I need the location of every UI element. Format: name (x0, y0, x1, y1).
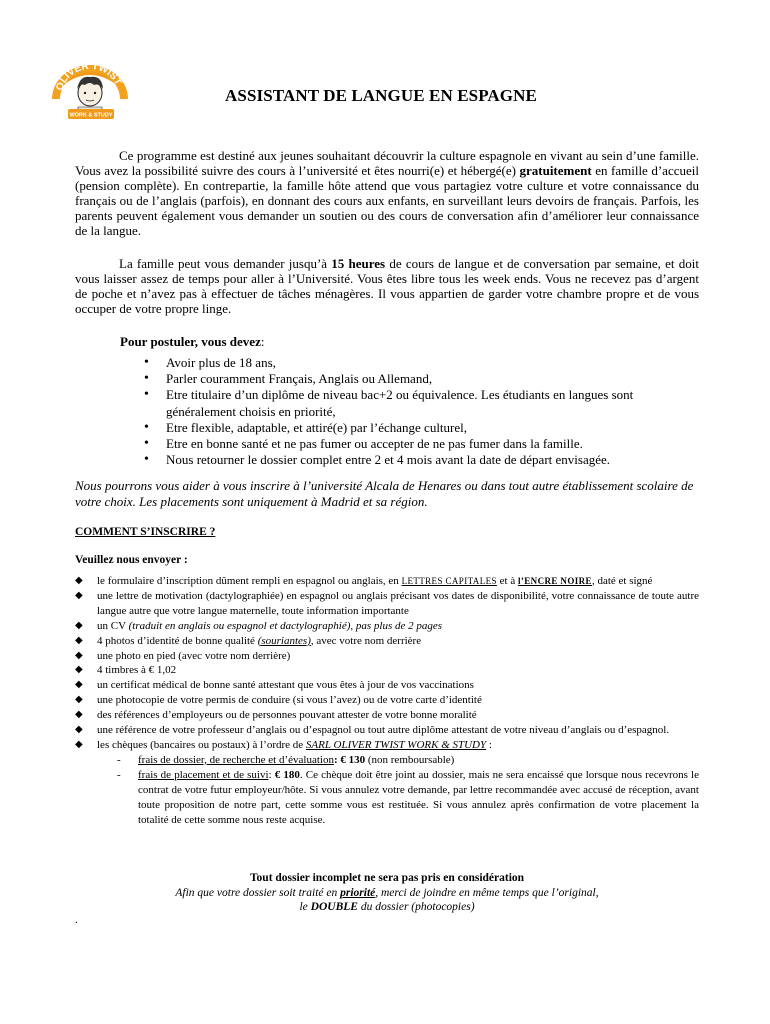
list-item: ◆ 4 photos d’identité de bonne qualité (souriantes), avec votre nom derrière (75, 634, 699, 649)
list-item: ◆ 4 timbres à € 1,02 (75, 663, 699, 678)
logo-banner-text: WORK & STUDY (69, 112, 113, 119)
list-item: ◆ une référence de votre professeur d’anglais ou d’espagnol ou tout autre diplôme attestant de votre niveau d’anglais ou d’espagnol. (75, 723, 699, 738)
intro-paragraph-2: La famille peut vous demander jusqu’à 15 heures de cours de langue et de conversation par semaine, et doit vous laisser assez de temps pour aller à l’Université. Vous êtes libre tous les week ends. Vous ne recevez pas d’argent de poche et n’avez pas à effectuer de tâches ménagères. Il vous appartien de garder votre chambre propre et de vous occuper de votre propre linge. (75, 256, 699, 316)
fee-item: - frais de placement et de suivi: € 180. Ce chèque doit être joint au dossier, mais ne sera encaissé que lorsque nous recevrons le contrat de votre futur employeur/hôte. Si vous annulez votre demande, par lettre recommandée avec accusé de réception, avant toute proposition de notre part, cette somme vous est restituée. Si vous annulez après confirmation de votre placement la totalité de cette somme nous reste acquise. (97, 768, 699, 828)
logo-arc-text: OLIVER TWIST (54, 60, 124, 92)
list-item: ◆ un CV (traduit en anglais ou espagnol et dactylographié), pas plus de 2 pages (75, 619, 699, 634)
double-note: le DOUBLE du dossier (photocopies) (299, 901, 475, 913)
list-item: ◆ le formulaire d’inscription dûment rempli en espagnol ou anglais, en LETTRES CAPITALES et à l’ENCRE NOIRE, daté et signé (75, 574, 699, 589)
gratuitement-emphasis: gratuitement (519, 163, 592, 178)
list-item: • Parler couramment Français, Anglais ou Allemand, (144, 371, 704, 387)
intro-paragraph-1: Ce programme est destiné aux jeunes souhaitant découvrir la culture espagnole en vivant au sein d’une famille. Vous avez la possibilité suivre des cours à l’université et êtes nourri(e) et hébergé(e) gratuitement en famille d’accueil (pension complète). En contrepartie, la famille hôte attend que vous partagiez votre culture et votre connaissance du français ou de l’anglais (parfois), en donnant des cours aux enfants, en surveillant leurs devoirs de français. Parfois, les parents peuvent également vous demander un soutien ou des cours de conversation afin d’améliorer leur connaissance de la langue. (75, 148, 699, 238)
list-item: • Etre en bonne santé et ne pas fumer ou accepter de ne pas fumer dans la famille. (144, 436, 704, 452)
send-us-heading: Veuillez nous envoyer : (75, 554, 188, 566)
university-note: Nous pourrons vous aider à vous inscrire à l’université Alcala de Henares ou dans tout autre établissement scolaire de votre choix. Les placements sont uniquement à Madrid et sa région. (75, 478, 694, 509)
hours-emphasis: 15 heures (331, 256, 386, 271)
fee-item: - frais de dossier, de recherche et d’évaluation: € 130 (non remboursable) (97, 753, 699, 768)
apply-heading: Pour postuler, vous devez: (120, 334, 265, 349)
list-item: ◆ une photocopie de votre permis de conduire (si vous l’avez) ou de votre carte d’identité (75, 693, 699, 708)
list-item: ◆ les chèques (bancaires ou postaux) à l’ordre de SARL OLIVER TWIST WORK & STUDY : - frais de dossier, de recherche et d’évaluation: € 130 (non remboursable) - frais de placement et de suivi: € 180. Ce chèque doit être joint au dossier, mais ne sera encaissé que lorsque nous recevrons le contrat de votre futur employeur/hôte. Si vous annulez votre demande, par lettre recommandée avec accusé de réception, avant toute proposition de notre part, cette somme vous est restituée. Si vous annulez après confirmation de votre placement la totalité de cette somme nous reste acquise. (75, 738, 699, 827)
how-to-register-heading: COMMENT S’INSCRIRE ? (75, 526, 216, 538)
list-item: • Nous retourner le dossier complet entre 2 et 4 mois avant la date de départ envisagée. (144, 452, 704, 468)
list-item: ◆ des références d’employeurs ou de personnes pouvant attester de votre bonne moralité (75, 708, 699, 723)
incomplete-file-warning: Tout dossier incomplet ne sera pas pris en considération (249, 872, 525, 884)
requirements-list (144, 355, 704, 468)
fees-list (97, 753, 699, 828)
priority-note: Afin que votre dossier soit traité en priorité, merci de joindre en même temps que l’original, (175, 887, 599, 899)
list-item: • Etre titulaire d’un diplôme de niveau bac+2 ou équivalence. Les étudiants en langues sont généralement choisis en priorité, (144, 387, 704, 419)
list-item: ◆ une lettre de motivation (dactylographiée) en espagnol ou anglais précisant vos dates de disponibilité, votre connaissance de toute autre langue autre que votre langue maternelle, toute information importante (75, 589, 699, 619)
documents-list (75, 574, 699, 827)
list-item: ◆ une photo en pied (avec votre nom derrière) (75, 649, 699, 664)
payee-name: SARL OLIVER TWIST WORK & STUDY (305, 738, 487, 751)
list-item: • Avoir plus de 18 ans, (144, 355, 704, 371)
page-title: ASSISTANT DE LANGUE EN ESPAGNE (225, 86, 537, 105)
trailing-mark: . (75, 914, 78, 926)
list-item: ◆ un certificat médical de bonne santé attestant que vous êtes à jour de vos vaccinations (75, 678, 699, 693)
list-item: • Etre flexible, adaptable, et attiré(e) par l’échange culturel, (144, 420, 704, 436)
